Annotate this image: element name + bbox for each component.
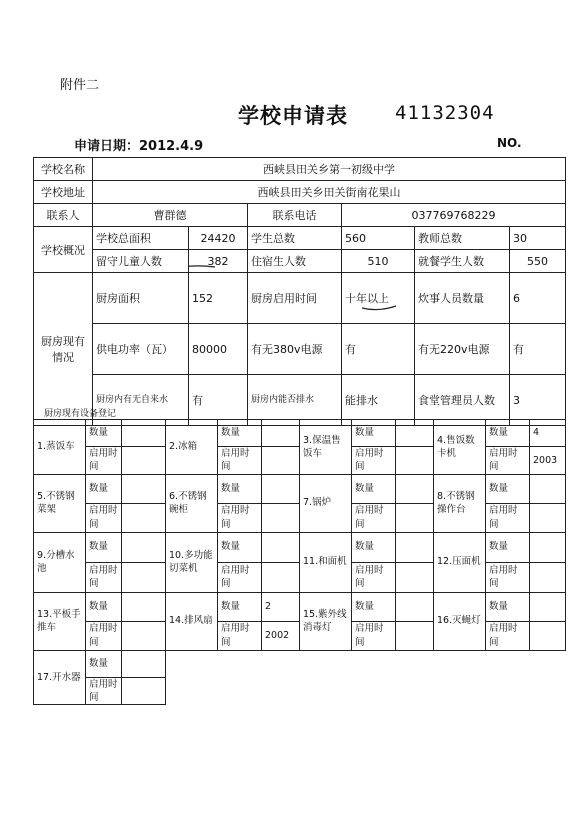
date-value (262, 562, 300, 592)
date-value: 2003 (530, 447, 566, 475)
qty-label: 数量 (86, 592, 122, 621)
equipment-name: 5.不锈钢菜架 (34, 474, 86, 532)
date-label: 启用时间 (218, 621, 262, 650)
school-name-label: 学校名称 (34, 158, 93, 181)
qty-value (396, 420, 434, 447)
teachers-label: 教师总数 (415, 227, 510, 250)
equipment-name: 15.紫外线消毒灯 (300, 592, 352, 650)
equipment-name: 13.平板手推车 (34, 592, 86, 650)
kitchen-since-value: 十年以上 (342, 273, 415, 324)
equipment-name: 8.不锈钢操作台 (434, 474, 486, 532)
qty-value (122, 532, 166, 562)
qty-label: 数量 (352, 592, 396, 621)
date-value (262, 447, 300, 475)
kitchen-area-value: 152 (189, 273, 248, 324)
equipment-name: 10.多功能切菜机 (166, 532, 218, 592)
kitchen-since-label: 厨房启用时间 (248, 273, 342, 324)
qty-value (530, 474, 566, 503)
qty-value: 2 (262, 592, 300, 621)
equipment-table (33, 406, 566, 705)
qty-label: 数量 (352, 532, 396, 562)
drain-value: 能排水 (342, 375, 415, 426)
qty-label: 数量 (486, 592, 530, 621)
equipment-name: 7.锅炉 (300, 474, 352, 532)
qty-label: 数量 (218, 532, 262, 562)
qty-value (122, 592, 166, 621)
qty-label: 数量 (486, 532, 530, 562)
date-value (122, 447, 166, 475)
tap-label: 厨房内有无自来水 (93, 375, 189, 426)
equipment-name: 12.压面机 (434, 532, 486, 592)
form-title: 学校申请表 (238, 104, 348, 128)
qty-value (530, 592, 566, 621)
qty-label: 数量 (218, 474, 262, 503)
qty-label: 数量 (486, 474, 530, 503)
date-label: 启用时间 (352, 503, 396, 532)
date-value (530, 621, 566, 650)
qty-value (396, 592, 434, 621)
date-value (122, 677, 166, 705)
date-value: 2002 (262, 621, 300, 650)
phone-label: 联系电话 (248, 204, 342, 227)
school-address-label: 学校地址 (34, 181, 93, 204)
date-value (396, 503, 434, 532)
contact-value: 曹群德 (93, 204, 248, 227)
date-label: 启用时间 (218, 503, 262, 532)
date-label: 启用时间 (352, 621, 396, 650)
date-label: 启用时间 (218, 562, 262, 592)
students-label: 学生总数 (248, 227, 342, 250)
attachment-label: 附件二 (60, 78, 100, 93)
qty-value (262, 532, 300, 562)
equipment-name: 11.和面机 (300, 532, 352, 592)
date-value (262, 503, 300, 532)
students-value: 560 (342, 227, 415, 250)
date-label: 启用时间 (486, 447, 530, 475)
cooks-label: 炊事人员数量 (415, 273, 510, 324)
date-value (530, 503, 566, 532)
qty-value (122, 420, 166, 447)
qty-label: 数量 (218, 420, 262, 447)
qty-label: 数量 (352, 474, 396, 503)
boarding-label: 住宿生人数 (248, 250, 342, 273)
date-value (122, 562, 166, 592)
qty-label: 数量 (86, 420, 122, 447)
equipment-name: 16.灭蝇灯 (434, 592, 486, 650)
date-value (396, 447, 434, 475)
date-label: 启用时间 (352, 447, 396, 475)
cooks-value: 6 (510, 273, 566, 324)
no-label: NO. (497, 136, 522, 150)
date-value (396, 562, 434, 592)
power-value: 80000 (189, 324, 248, 375)
dining-value: 550 (510, 250, 566, 273)
date-label: 启用时间 (86, 677, 122, 705)
document-number: 41132304 (395, 102, 495, 124)
managers-value: 3 (510, 375, 566, 426)
qty-value (122, 474, 166, 503)
date-value (122, 621, 166, 650)
qty-label: 数量 (486, 420, 530, 447)
qty-value (122, 650, 166, 677)
area-label: 学校总面积 (93, 227, 189, 250)
date-label: 启用时间 (218, 447, 262, 475)
managers-label: 食堂管理员人数 (415, 375, 510, 426)
leftbehind-value: 382 (189, 250, 248, 273)
qty-value (396, 532, 434, 562)
contact-label: 联系人 (34, 204, 93, 227)
v220-value: 有 (510, 324, 566, 375)
qty-value (262, 474, 300, 503)
date-label: 启用时间 (86, 621, 122, 650)
qty-label: 数量 (86, 650, 122, 677)
date-value (530, 562, 566, 592)
qty-label: 数量 (218, 592, 262, 621)
teachers-value: 30 (510, 227, 566, 250)
qty-value: 4 (530, 420, 566, 447)
equipment-name: 3.保温售饭车 (300, 420, 352, 475)
qty-value (396, 474, 434, 503)
drain-label: 厨房内能否排水 (248, 375, 342, 426)
equipment-section-label: 厨房现有设备登记 (34, 406, 566, 420)
qty-label: 数量 (86, 532, 122, 562)
equipment-name: 17.开水器 (34, 650, 86, 705)
school-address-value: 西峡县田关乡田关街南花果山 (93, 181, 566, 204)
qty-label: 数量 (352, 420, 396, 447)
school-info-table (33, 157, 566, 426)
qty-label: 数量 (86, 474, 122, 503)
equipment-name: 4.售饭数卡机 (434, 420, 486, 475)
underline-mark (360, 303, 400, 313)
v380-value: 有 (342, 324, 415, 375)
v380-label: 有无380v电源 (248, 324, 342, 375)
equipment-name: 6.不锈钢碗柜 (166, 474, 218, 532)
equipment-name: 9.分槽水池 (34, 532, 86, 592)
school-name-value: 西峡县田关乡第一初级中学 (93, 158, 566, 181)
area-value: 24420 (189, 227, 248, 250)
leftbehind-label: 留守儿童人数 (93, 250, 189, 273)
kitchen-area-label: 厨房面积 (93, 273, 189, 324)
boarding-value: 510 (342, 250, 415, 273)
equipment-name: 1.蒸饭车 (34, 420, 86, 475)
date-label: 启用时间 (86, 447, 122, 475)
date-value (122, 503, 166, 532)
date-value (396, 621, 434, 650)
qty-value (530, 532, 566, 562)
kitchen-label: 厨房现有情况 (34, 273, 93, 426)
overview-label: 学校概况 (34, 227, 93, 273)
power-label: 供电功率（瓦） (93, 324, 189, 375)
phone-value: 037769768229 (342, 204, 566, 227)
qty-value (262, 420, 300, 447)
date-label: 启用时间 (486, 621, 530, 650)
date-label: 启用时间 (486, 562, 530, 592)
date-label: 启用时间 (352, 562, 396, 592)
date-label: 启用时间 (86, 562, 122, 592)
underline-mark (189, 262, 220, 272)
date-label: 启用时间 (86, 503, 122, 532)
apply-date: 申请日期：2012.4.9 (74, 139, 204, 154)
equipment-name: 2.冰箱 (166, 420, 218, 475)
v220-label: 有无220v电源 (415, 324, 510, 375)
dining-label: 就餐学生人数 (415, 250, 510, 273)
equipment-name: 14.排风扇 (166, 592, 218, 650)
tap-value: 有 (189, 375, 248, 426)
date-label: 启用时间 (486, 503, 530, 532)
